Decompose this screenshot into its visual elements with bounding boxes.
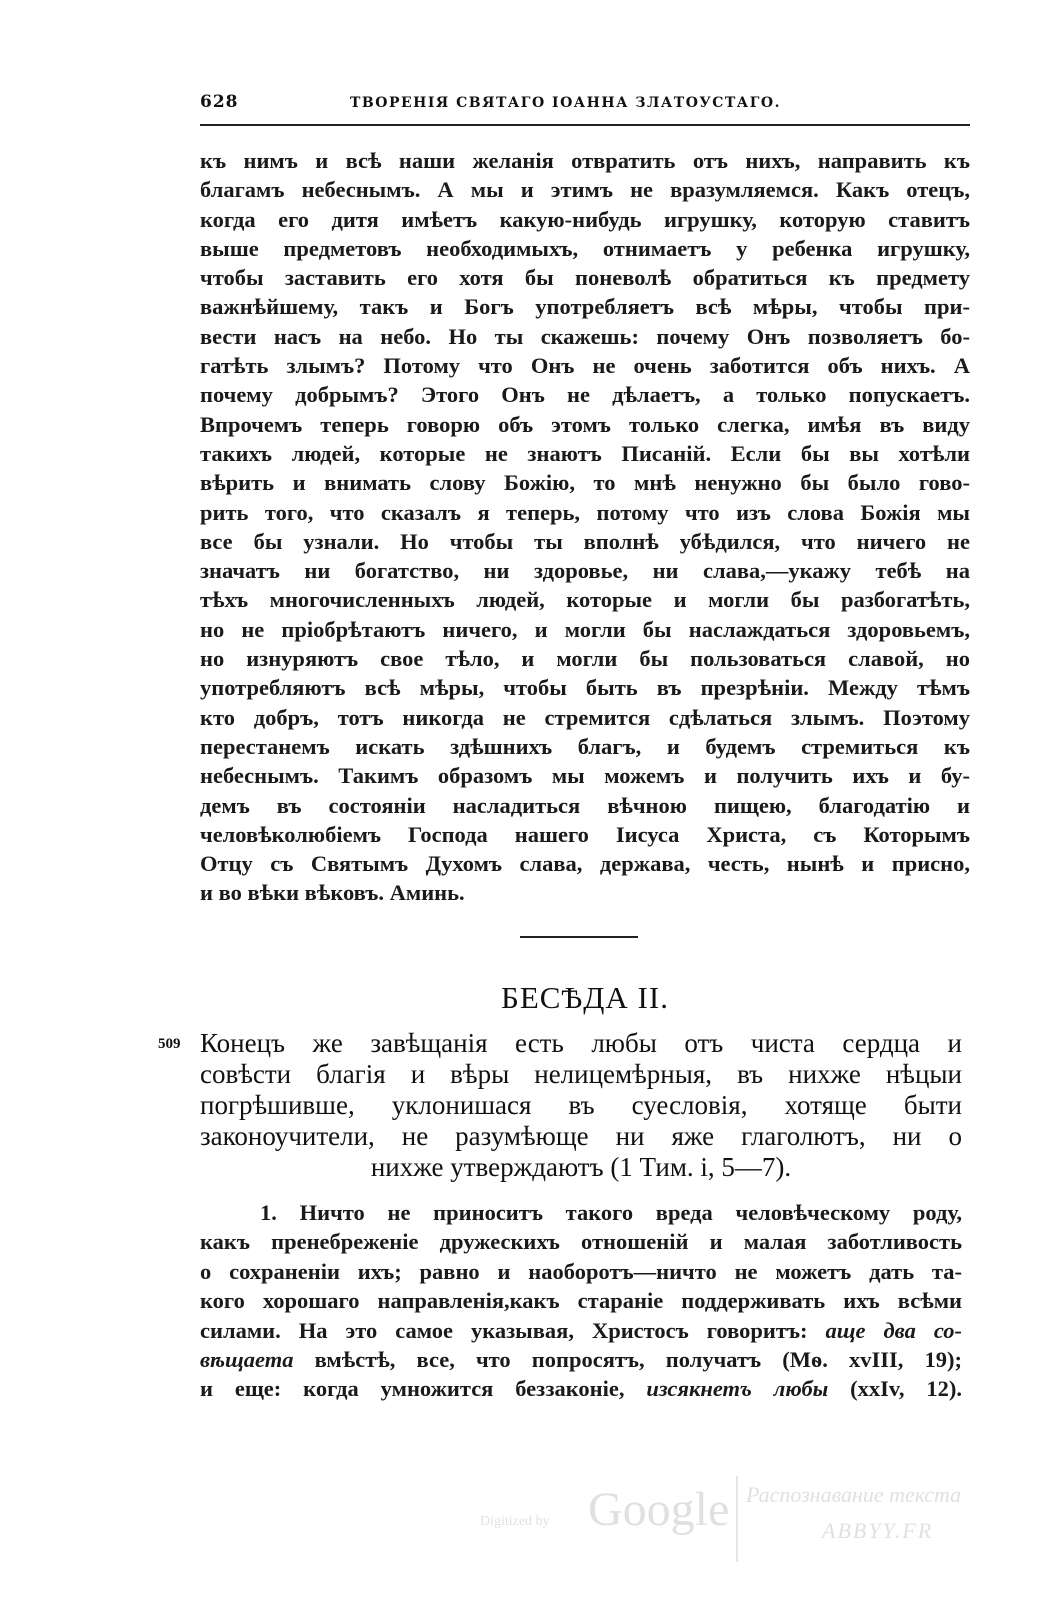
text-line [200, 1374, 962, 1403]
verse-line: погрѣшивше, уклонишася въ суесловія, хотяще быти [200, 1090, 962, 1120]
section-heading: БЕСѢДА II. [501, 980, 669, 1015]
body-paragraph [200, 146, 970, 908]
verse-line: законоучители, не разумѣюще ни яже глаголютъ, ни о [200, 1121, 962, 1151]
text-line: когда его дитя имѣетъ какую-нибудь игрушку, которую ставитъ [200, 206, 970, 232]
verse-line: Конецъ же завѣщанія есть любы отъ чиста сердца и [200, 1028, 962, 1058]
text-line: почему добрымъ? Этого Онъ не дѣлаетъ, а только попускаетъ. [200, 382, 970, 408]
text-line [200, 1345, 962, 1374]
text-line [200, 1316, 962, 1345]
section-divider [520, 936, 638, 938]
text-line: кто добръ, тотъ никогда не стремится сдѣлаться злымъ. Поэтому [200, 704, 970, 730]
text-line: тѣхъ многочисленныхъ людей, которые и могли бы разбогатѣть, [200, 587, 970, 613]
text-line: вѣрить и внимать слову Божію, то мнѣ ненужно бы было гово- [200, 470, 970, 496]
text-segment: и еще: когда умножится беззаконіе, [200, 1376, 647, 1402]
verse-line: совѣсти благія и вѣры нелицемѣрныя, въ нихже нѣцыи [200, 1059, 962, 1089]
text-segment: силами. На это самое указывая, Христосъ говоритъ: [200, 1317, 826, 1343]
watermark-recognition-brand: ABBYY.FR [822, 1518, 934, 1543]
italic-quote: изсякнетъ любы [646, 1376, 829, 1402]
text-line: выше предметовъ необходимыхъ, отнимаетъ у ребенка игрушку, [200, 235, 970, 261]
text-line: значатъ ни богатство, ни здоровье, ни слава,—укажу тебѣ на [200, 558, 970, 584]
digitization-watermark [480, 1476, 1000, 1566]
running-title: ТВОРЕНІЯ СВЯТАГО ІОАННА ЗЛАТОУСТАГО. [350, 95, 781, 111]
text-line: 1. Ничто не приноситъ такого вреда человѣческому роду, [260, 1200, 962, 1225]
commentary-paragraph [200, 1198, 962, 1404]
text-line: Впрочемъ теперь говорю объ этомъ только слегка, имѣя въ виду [200, 411, 970, 437]
watermark-google-logo: Google [588, 1483, 730, 1536]
running-header [200, 92, 968, 112]
text-segment: (xxIv, 12). [828, 1376, 963, 1402]
text-line: употребляютъ всѣ мѣры, чтобы быть въ презрѣніи. Между тѣмъ [200, 675, 970, 701]
watermark-recognition: Распознавание текста [746, 1482, 962, 1507]
text-line: важнѣйшему, такъ и Богъ употребляетъ всѣ мѣры, чтобы при- [200, 294, 970, 320]
text-segment: вмѣстѣ, все, что попросятъ, получатъ (Мѳ. xvIII, 19); [293, 1347, 962, 1373]
text-line: человѣколюбіемъ Господа нашего Іисуса Христа, съ Которымъ [200, 821, 970, 847]
text-line: благамъ небеснымъ. А мы и этимъ не вразумляемся. Какъ отецъ, [200, 177, 970, 203]
italic-quote: вѣщаета [200, 1347, 294, 1373]
text-line: небеснымъ. Такимъ образомъ мы можемъ и получить ихъ и бу- [200, 763, 970, 789]
text-line: гатѣть злымъ? Потому что Онъ не очень заботится объ нихъ. А [200, 353, 970, 379]
verse-line: нихже утверждаютъ (1 Тим. і, 5—7). [370, 1152, 792, 1182]
text-line: вести насъ на небо. Но ты скажешь: почему Онъ позволяетъ бо- [200, 323, 970, 349]
text-line: все бы узнали. Но чтобы ты вполнѣ убѣдился, что ничего не [200, 528, 970, 554]
watermark-digitized: Digitized by [480, 1514, 550, 1529]
verse-marker: 509 [158, 1036, 181, 1052]
text-line: Отцу съ Святымъ Духомъ слава, держава, честь, нынѣ и присно, [200, 851, 970, 877]
scripture-verse [200, 1028, 962, 1183]
text-line: кого хорошаго направленія,какъ стараніе поддерживать ихъ всѣми [200, 1288, 962, 1314]
page-number: 628 [200, 92, 239, 112]
text-line: перестанемъ искать здѣшнихъ благъ, и будемъ стремиться къ [200, 733, 970, 759]
text-line: но изнуряютъ свое тѣло, и могли бы пользоваться славой, но [200, 646, 970, 672]
text-line: къ нимъ и всѣ наши желанія отвратить отъ нихъ, направить къ [200, 148, 970, 173]
header-rule [200, 124, 970, 126]
text-line: о сохраненіи ихъ; равно и наоборотъ—ничто не можетъ дать та- [200, 1258, 962, 1284]
italic-quote: аще два со- [825, 1317, 963, 1343]
text-line: и во вѣки вѣковъ. Аминь. [200, 880, 465, 906]
text-line: какъ пренебреженіе дружескихъ отношеній и малая заботливость [200, 1229, 962, 1255]
text-line: рить того, что сказалъ я теперь, потому что изъ слова Божія мы [200, 499, 970, 525]
watermark-divider [736, 1476, 738, 1562]
text-line: такихъ людей, которые не знаютъ Писаній. Если бы вы хотѣли [200, 440, 970, 466]
text-line: чтобы заставить его хотя бы поневолѣ обратиться къ предмету [200, 265, 970, 291]
text-line: но не пріобрѣтаютъ ничего, и могли бы наслаждаться здоровьемъ, [200, 616, 970, 642]
text-line: демъ въ состояніи насладиться вѣчною пищею, благодатію и [200, 792, 970, 818]
